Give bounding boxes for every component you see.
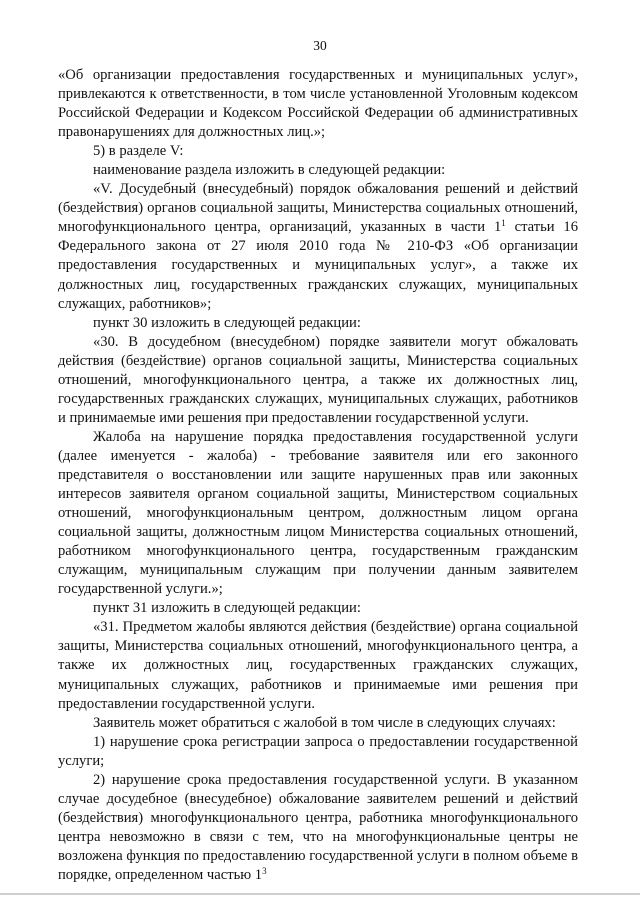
paragraph-text: статьи 16 Федерального закона от 27 июля 2010 года № 210-ФЗ «Об организации предоставления государственных и муниципальных услуг», а также их должностных лиц, государственных гражданских служащих, муниципальных служащих, работников»;: [58, 219, 578, 312]
paragraph-text: «V. Досудебный (внесудебный) порядок обжалования решений и действий (бездействия) органов социальной защиты, Министерства социальных отношений, многофункционального центра, организаций, указанных в части 1: [58, 181, 578, 236]
paragraph: «31. Предметом жалобы являются действия (бездействие) органа социальной защиты, Министерства социальных отношений, многофункционального центра, а также их должностных лиц, государственных гражданских служащих, муниципальных служащих, работников и принимаемые ими решения при предоставлении государственной услуги.: [58, 619, 578, 712]
paragraph: «Об организации предоставления государственных и муниципальных услуг», привлекаются к ответственности, в том числе установленной Уголовным кодексом Российской Федерации и Кодексом Российской Федерации об административных правонарушениях для должностных лиц.»;: [58, 67, 578, 141]
document-body: [58, 66, 578, 885]
paragraph: пункт 31 изложить в следующей редакции:: [93, 600, 361, 617]
paragraph: Жалоба на нарушение порядка предоставления государственной услуги (далее именуется - жалоба) - требование заявителя или его законного представителя о восстановлении или защите нарушенных прав или законных интересов заявителя органом социальной защиты, Министерством социальных отношений, многофункциональным центром, должностным лицом органа социальной защиты, должностным лицом Министерства социальных отношений, работником многофункционального центра, государственным гражданским служащим, муниципальным служащим при получении данным заявителем государственной услуги.»;: [58, 428, 578, 598]
scan-edge-divider: [0, 893, 640, 895]
paragraph: «30. В досудебном (внесудебном) порядке заявители могут обжаловать действия (бездействие) органов социальной защиты, Министерства социальных отношений, многофункционального центра, а также их должностных лиц, государственных гражданских служащих, муниципальных служащих, работников и принимаемые ими решения при предоставлении государственной услуги.: [58, 333, 578, 426]
paragraph: [58, 771, 578, 885]
paragraph: 5) в разделе V:: [93, 143, 184, 160]
paragraph: [58, 180, 578, 313]
superscript: 3: [262, 865, 267, 876]
page-number: 30: [313, 38, 327, 53]
paragraph: наименование раздела изложить в следующей редакции:: [93, 162, 446, 179]
paragraph: 1) нарушение срока регистрации запроса о предоставлении государственной услуги;: [58, 733, 578, 769]
paragraph: пункт 30 изложить в следующей редакции:: [93, 314, 361, 331]
superscript: 1: [501, 218, 506, 229]
paragraph: Заявитель может обратиться с жалобой в том числе в следующих случаях:: [93, 714, 556, 731]
paragraph-text: 2) нарушение срока предоставления государственной услуги. В указанном случае досудебное (внесудебное) обжалование заявителем решений и действий (бездействия) многофункционального центра, работника многофункционального центра невозможно в связи с тем, что на многофункциональные центры не возложена функция по предоставлению государственной услуги в полном объеме в порядке, определенном частью 1: [58, 771, 578, 883]
